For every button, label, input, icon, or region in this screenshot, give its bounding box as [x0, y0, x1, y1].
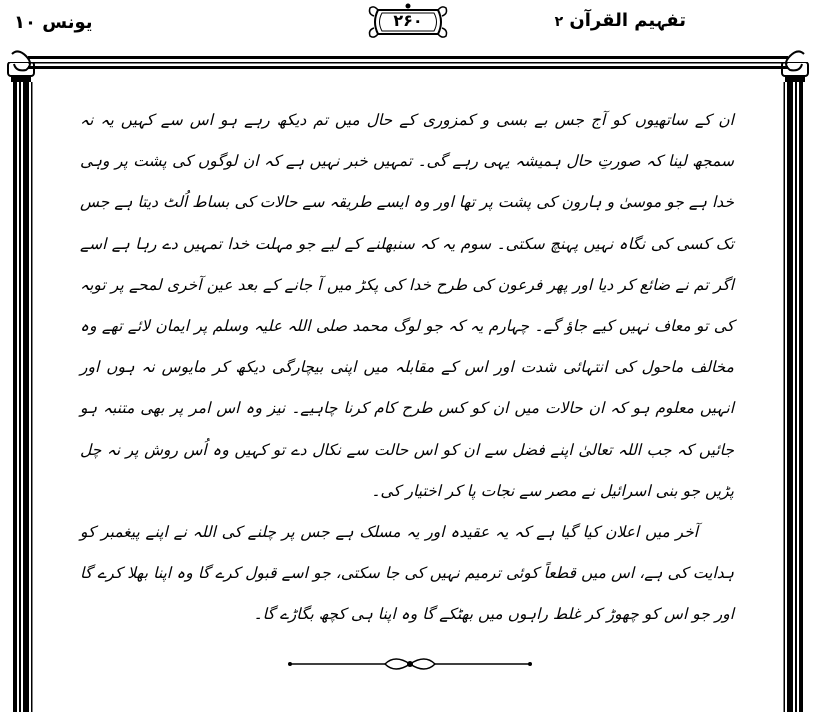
book-title: تفہیم القرآن: [569, 10, 686, 31]
page-number-badge: [366, 2, 450, 42]
section-divider-ornament: [280, 652, 540, 676]
paragraph-1: ان کے ساتھیوں کو آج جس بے بسی و کمزوری کے حال میں تم دیکھ رہے ہو اس سے کہیں یہ نہ سمجھ لینا کہ صورتِ حال ہمیشہ یہی رہے گی۔ تمہیں خبر نہیں ہے کہ ان لوگوں کی پشت پر وہی خدا ہے جو موسیٰ و ہارون کی پشت پر تھا اور وہ ایسے طریقہ سے حالات کی بساط اُلٹ دیتا ہے جس تک کسی کی نگاہ نہیں پہنچ سکتی۔ سوم یہ کہ سنبھلنے کے لیے جو مہلت خدا تمہیں دے رہا ہے اسے اگر تم نے ضائع کر دیا اور پھر فرعون کی طرح خدا کی پکڑ میں آ جانے کے بعد عین آخری لمحے پر توبہ کی تو معاف نہیں کیے جاؤ گے۔ چہارم یہ کہ جو لوگ محمد صلی اللہ علیہ وسلم پر ایمان لائے تھے وہ مخالف ماحول کی انتہائی شدت اور اس کے مقابلہ میں اپنی بیچارگی دیکھ کر مایوس نہ ہوں اور انہیں معلوم ہو کہ ان حالات میں ان کو کس طرح کام کرنا چاہیے۔ نیز وہ اس امر پر بھی متنبہ ہو جائیں کہ جب اللہ تعالیٰ اپنے فضل سے ان کو اس حالت سے نکال دے تو کہیں وہ اُس روش پر نہ چل پڑیں جو بنی اسرائیل نے مصر سے نجات پا کر اختیار کی۔: [80, 111, 734, 500]
volume-number: ۲: [554, 14, 564, 30]
page-body: [80, 100, 734, 636]
running-header: [547, 10, 686, 31]
right-column-ornament: [780, 62, 810, 712]
left-column-ornament: [6, 62, 36, 712]
page-number: ۲۶۰: [393, 11, 423, 30]
frame-top-border: [8, 50, 808, 72]
surah-label: یونس ۱۰: [14, 12, 93, 33]
paragraph-2: آخر میں اعلان کیا گیا ہے کہ یہ عقیدہ اور یہ مسلک ہے جس پر چلنے کی اللہ نے اپنے پیغمبر کو ہدایت کی ہے، اس میں قطعاً کوئی ترمیم نہیں کی جا سکتی، جو اسے قبول کرے گا وہ اپنا بھلا کرے گا اور جو اس کو چھوڑ کر غلط راہوں میں بھٹکے گا وہ اپنا ہی کچھ بگاڑے گا۔: [80, 523, 734, 624]
